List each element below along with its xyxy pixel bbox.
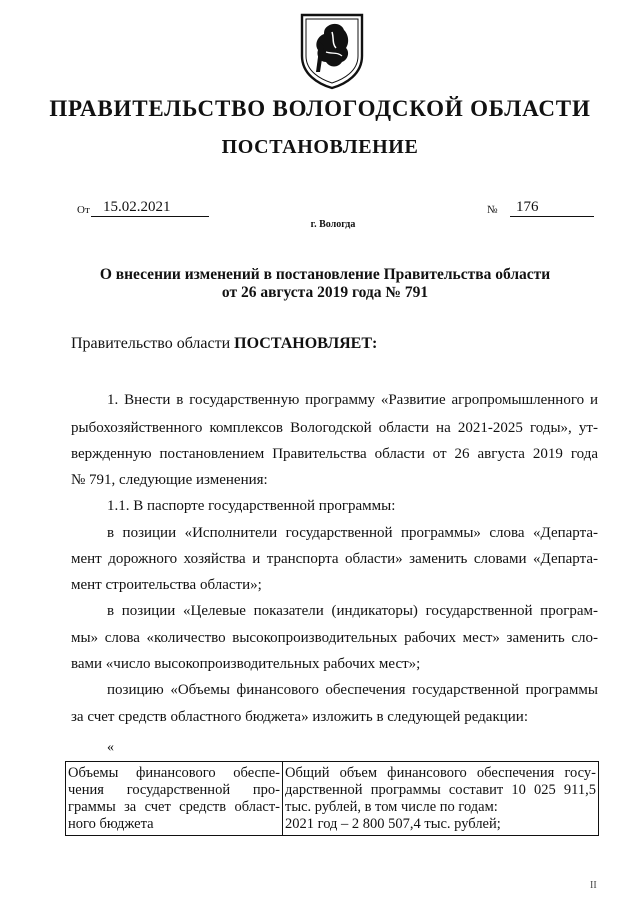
body-line: в позиции «Исполнители государственной программы» слова «Департа-	[107, 525, 598, 541]
body-line: 1. Внести в государственную программу «Развитие агропромышленного и	[107, 392, 598, 408]
cell-line: чения государственной про-	[68, 782, 280, 798]
body-line: мы» слова «количество высокопроизводительных рабочих мест» заменить сло-	[71, 630, 598, 646]
passport-table	[65, 761, 599, 836]
table-cell-label	[66, 762, 283, 836]
cell-line: ного бюджета	[68, 816, 154, 832]
body-line: № 791, следующие изменения:	[71, 472, 268, 488]
body-line: вами «число высокопроизводительных рабочих мест»;	[71, 656, 421, 672]
document-heading	[60, 266, 590, 302]
body-line: позицию «Объемы финансового обеспечения государственной программы	[107, 682, 598, 698]
cell-line: 2021 год – 2 800 507,4 тыс. рублей;	[285, 816, 501, 832]
body-line: рыбохозяйственного комплексов Вологодской области на 2021-2025 годы», ут-	[71, 420, 598, 436]
heading-line: от 26 августа 2019 года № 791	[221, 284, 429, 301]
coat-of-arms-emblem	[298, 12, 366, 90]
body-line: 1.1. В паспорте государственной программы:	[107, 498, 396, 514]
body-line: мент дорожного хозяйства и транспорта области» заменить словами «Департа-	[71, 551, 598, 567]
date-prefix: От	[77, 204, 90, 216]
document-type: ПОСТАНОВЛЕНИЕ	[221, 136, 419, 158]
cell-line: Объемы финансового обеспе-	[68, 765, 280, 781]
cell-line: тыс. рублей, в том числе по годам:	[285, 799, 498, 815]
heading-line: О внесении изменений в постановление Правительства области	[99, 266, 551, 283]
cell-line: дарственной программы составит 10 025 911,5	[285, 782, 596, 798]
number-prefix: №	[487, 204, 498, 216]
body-line: вержденную постановлением Правительства области от 26 августа 2019 года	[71, 446, 598, 462]
city-label: г. Вологда	[310, 219, 356, 230]
table-cell-value	[283, 762, 599, 836]
decree-bold: ПОСТАНОВЛЯЕТ:	[234, 335, 378, 352]
decree-text: Правительство области	[71, 335, 231, 352]
document-number: 176	[510, 199, 594, 217]
document-date: 15.02.2021	[91, 199, 209, 217]
opening-quote: «	[107, 740, 114, 755]
table-row	[66, 762, 599, 836]
government-title: ПРАВИТЕЛЬСТВО ВОЛОГОДСКОЙ ОБЛАСТИ	[49, 96, 591, 121]
cell-line: Общий объем финансового обеспечения госу-	[285, 765, 596, 781]
body-line: в позиции «Целевые показатели (индикаторы) государственной програм-	[107, 603, 598, 619]
cell-line: граммы за счет средств област-	[68, 799, 280, 815]
decree-line	[71, 335, 377, 353]
body-line: за счет средств областного бюджета» изложить в следующей редакции:	[71, 709, 528, 725]
body-line: мент строительства области»;	[71, 577, 262, 593]
page-mark: II	[590, 880, 597, 891]
